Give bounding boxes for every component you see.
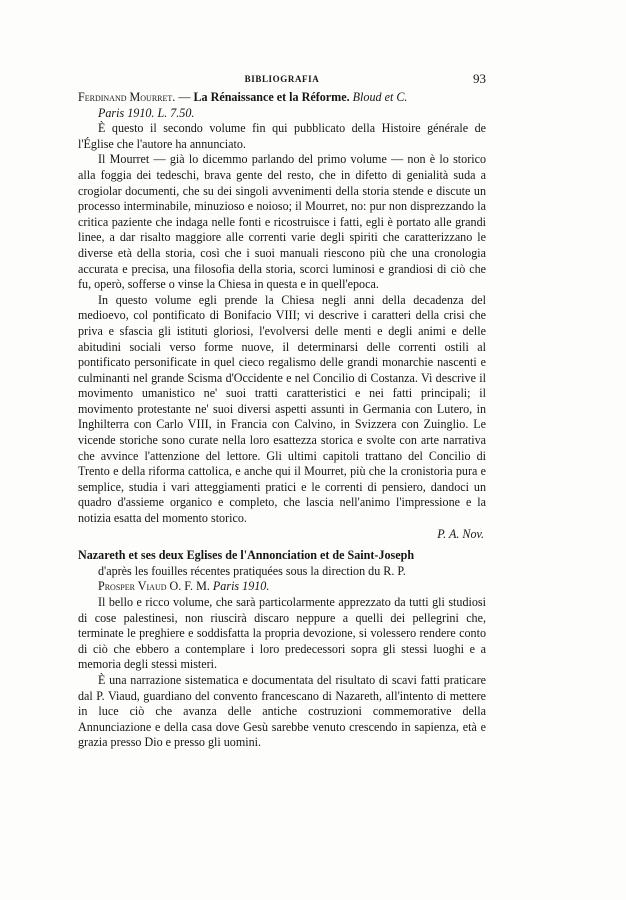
review-subtitle: d'après les fouilles récentes pratiquées sous la direction du R. P. xyxy=(98,563,406,578)
running-header xyxy=(78,70,486,90)
heading-dash: — xyxy=(175,90,194,104)
review-nazareth xyxy=(78,548,486,751)
review-mourret xyxy=(78,90,486,542)
review-paragraph: Il bello e ricco volume, che sarà particolarmente apprezzato da tutti gli studiosi di cose palestinesi, non riuscirà discaro neppure a quelli dei pellegrini che, terminate le preghiere e soddisfatta la propria devozione, si volessero rendere conto di ciò che ebbero a contemplare i loro predecessori sopra gli stessi luoghi e a memoria degli stessi misteri. xyxy=(78,595,486,672)
review-paragraph: In questo volume egli prende la Chiesa negli anni della decadenza del medioevo, col pontificato di Bonifacio VIII; vi descrive i caratteri della crisi che priva e sfascia gli istituti gloriosi, l'evolversi delle menti e degli animi e delle abitudini sociali verso forme nuove, il determinarsi delle correnti ostili al pontificato personificate in quel cieco regalismo delle grandi monarchie nascenti e culminanti nel grande Scisma d'Occidente e nel Concilio di Costanza. Vi descrive il movimento umanistico ne' suoi tratti caratteristici e nei fatti principali; il movimento protestante ne' suoi diversi aspetti assunti in Germania con Lutero, in Inghilterra con Carlo VIII, in Francia con Calvino, in Svizzera con Zuinglio. Le vicende storiche sono curate nella loro esattezza storica e svolte con arte narrativa che avvince l'attenzione del lettore. Gli ultimi capitoli trattano del Concilio di Trento e della riforma cattolica, e anche qui il Mourret, più che la cronistoria pura e semplice, studia i vari atteggiamenti pratici e le correnti di pensiero, dandoci un quadro d'assieme organico e completo, che lascia nell'animo l'impressione e la notizia esatta del momento storico. xyxy=(78,292,486,526)
review-paragraph: È questo il secondo volume fin qui pubblicato della Histoire générale de l'Église che l'autore ha annunciato. xyxy=(78,121,486,151)
review-signature: P. A. Nov. xyxy=(437,526,484,541)
review-paragraph: Il Mourret — già lo dicemmo parlando del primo volume — non è lo storico alla foggia dei tedeschi, brava gente del resto, che in difetto di genialità suda a crogiolar documenti, che su dei singoli avvenimenti della storia stende e discute un processo interminabile, minuzioso e noioso; il Mourret, no: pur non disprezzando la critica paziente che indaga nelle fonti e ricostruisce i fatti, egli è portato alle grandi linee, a dar risalto maggiore alle correnti varie degli spiriti che caratterizzano le diverse età della storia, così che i suoi manuali riescono più che una cronologia accurata e precisa, una filosofia della storia, scorci luminosi e grandiosi di ciò che fu, operò, sofferse o vinse la Chiesa in questa e in quell'epoca. xyxy=(78,152,486,292)
review-publication: Paris 1910. L. 7.50. xyxy=(98,105,195,120)
review-book-title: La Rénaissance et la Réforme. xyxy=(193,90,350,104)
page-number: 93 xyxy=(473,71,486,86)
review-publication: Prosper Viaud O. F. M. Paris 1910. xyxy=(98,579,270,594)
review-publisher: Bloud et C. xyxy=(349,90,408,104)
review-paragraph: È una narrazione sistematica e documentata del risultato di scavi fatti praticare dal P. Viaud, guardiano del convento francescano di Nazareth, all'intento di mettere in luce ciò che avanza delle antiche costruzioni commemorative della Annunciazione e della casa dove Gesù sarebbe venuto crescendo in sapienza, età e grazia presso Dio e presso gli uomini. xyxy=(78,672,486,750)
review-author: Prosper Viaud xyxy=(98,579,167,594)
document-page xyxy=(78,70,486,751)
review-heading xyxy=(78,90,486,106)
running-title: BIBLIOGRAFIA xyxy=(244,74,320,84)
review-author: Ferdinand Mourret. xyxy=(78,90,176,104)
review-book-title: Nazareth et ses deux Eglises de l'Annonciation et de Saint-Joseph xyxy=(78,548,415,563)
